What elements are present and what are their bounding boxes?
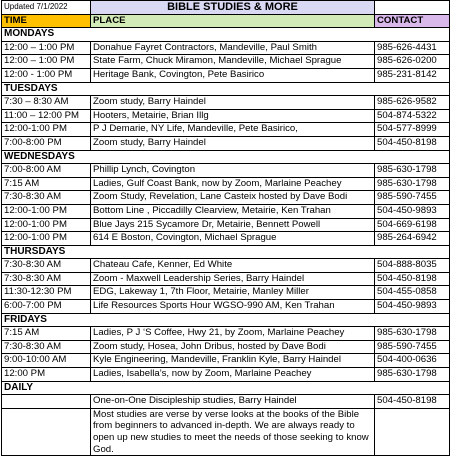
note-row bbox=[2, 408, 450, 455]
table-row bbox=[2, 41, 450, 55]
place-cell: 614 E Boston, Covington, Michael Sprague bbox=[91, 232, 375, 246]
day-header-row bbox=[2, 28, 450, 42]
table-row bbox=[2, 368, 450, 382]
table-row bbox=[2, 395, 450, 409]
note-blank bbox=[375, 408, 450, 455]
day-name: FRIDAYS bbox=[2, 313, 450, 327]
day-header-row bbox=[2, 82, 450, 96]
table-row bbox=[2, 177, 450, 191]
table-row bbox=[2, 218, 450, 232]
time-cell: 9:00-10:00 AM bbox=[2, 354, 91, 368]
time-cell: 7:15 AM bbox=[2, 177, 91, 191]
contact-cell: 504-450-9893 bbox=[375, 300, 450, 314]
time-header: TIME bbox=[2, 14, 91, 28]
place-cell: Kyle Engineering, Mandeville, Franklin Kyle, Barry Haindel bbox=[91, 354, 375, 368]
table-row bbox=[2, 259, 450, 273]
contact-cell: 985-630-1798 bbox=[375, 327, 450, 341]
contact-cell: 985-626-9582 bbox=[375, 96, 450, 110]
time-cell: 7:30-8:30 AM bbox=[2, 272, 91, 286]
title-blank bbox=[375, 1, 450, 15]
place-header: PLACE bbox=[91, 14, 375, 28]
contact-cell: 504-669-6198 bbox=[375, 218, 450, 232]
schedule-table bbox=[1, 0, 450, 456]
table-row bbox=[2, 68, 450, 82]
contact-cell: 985-590-7455 bbox=[375, 191, 450, 205]
place-cell: Bottom Line , Piccadilly Clearview, Metairie, Ken Trahan bbox=[91, 204, 375, 218]
time-cell: 7:30-8:30 AM bbox=[2, 191, 91, 205]
day-name: DAILY bbox=[2, 381, 450, 395]
place-cell: Blue Jays 215 Sycamore Dr, Metairie, Bennett Powell bbox=[91, 218, 375, 232]
table-row bbox=[2, 300, 450, 314]
place-cell: State Farm, Chuck Miramon, Mandeville, Michael Sprague bbox=[91, 55, 375, 69]
contact-cell: 504-450-8198 bbox=[375, 272, 450, 286]
contact-cell: 504-455-0858 bbox=[375, 286, 450, 300]
page-title: BIBLE STUDIES & MORE bbox=[91, 1, 375, 15]
day-name: TUESDAYS bbox=[2, 82, 450, 96]
contact-cell: 504-450-8198 bbox=[375, 136, 450, 150]
time-cell: 7:30 – 8:30 AM bbox=[2, 96, 91, 110]
time-cell: 12:00-1:00 PM bbox=[2, 204, 91, 218]
place-cell: Ladies, Gulf Coast Bank, now by Zoom, Marlaine Peachey bbox=[91, 177, 375, 191]
day-header-row bbox=[2, 245, 450, 259]
table-row bbox=[2, 191, 450, 205]
table-row bbox=[2, 232, 450, 246]
time-cell: 6:00-7:00 PM bbox=[2, 300, 91, 314]
contact-cell: 985-626-0200 bbox=[375, 55, 450, 69]
updated-date: Updated 7/1/2022 bbox=[2, 1, 91, 15]
contact-cell: 985-264-6942 bbox=[375, 232, 450, 246]
day-header-row bbox=[2, 313, 450, 327]
place-cell: Phillip Lynch, Covington bbox=[91, 164, 375, 178]
table-row bbox=[2, 354, 450, 368]
table-row bbox=[2, 340, 450, 354]
day-name: WEDNESDAYS bbox=[2, 150, 450, 164]
header-row bbox=[2, 14, 450, 28]
place-cell: Chateau Cafe, Kenner, Ed White bbox=[91, 259, 375, 273]
contact-cell: 504-577-8999 bbox=[375, 123, 450, 137]
note-blank bbox=[2, 408, 91, 455]
place-cell: Ladies, Isabella’s, now by Zoom, Marlaine Peachey bbox=[91, 368, 375, 382]
contact-cell: 504-400-0636 bbox=[375, 354, 450, 368]
place-cell: Donahue Fayret Contractors, Mandeville, Paul Smith bbox=[91, 41, 375, 55]
day-header-row bbox=[2, 381, 450, 395]
time-cell: 12:00 – 1:00 PM bbox=[2, 55, 91, 69]
contact-cell: 985-590-7455 bbox=[375, 340, 450, 354]
table-row bbox=[2, 164, 450, 178]
time-cell: 12:00 - 1:00 PM bbox=[2, 68, 91, 82]
contact-cell: 985-630-1798 bbox=[375, 177, 450, 191]
place-cell: One-on-One Discipleship studies, Barry Haindel bbox=[91, 395, 375, 409]
place-cell: Zoom study, Barry Haindel bbox=[91, 96, 375, 110]
place-cell: Ladies, P J ‘S Coffee, Hwy 21, by Zoom, Marlaine Peachey bbox=[91, 327, 375, 341]
place-cell: Zoom study, Hosea, John Dribus, hosted by Dave Bodi bbox=[91, 340, 375, 354]
contact-cell: 504-874-5322 bbox=[375, 109, 450, 123]
table-row bbox=[2, 327, 450, 341]
time-cell: 7:30-8:30 AM bbox=[2, 340, 91, 354]
time-cell: 12:00-1:00 PM bbox=[2, 123, 91, 137]
time-cell: 12:00-1:00 PM bbox=[2, 218, 91, 232]
table-row bbox=[2, 96, 450, 110]
time-cell: 7:15 AM bbox=[2, 327, 91, 341]
contact-cell: 504-888-8035 bbox=[375, 259, 450, 273]
table-row bbox=[2, 136, 450, 150]
day-name: THURSDAYS bbox=[2, 245, 450, 259]
contact-cell: 985-231-8142 bbox=[375, 68, 450, 82]
table-row bbox=[2, 55, 450, 69]
contact-cell: 985-630-1798 bbox=[375, 368, 450, 382]
table-row bbox=[2, 204, 450, 218]
contact-cell: 504-450-9893 bbox=[375, 204, 450, 218]
day-header-row bbox=[2, 150, 450, 164]
time-cell: 7:00-8:00 PM bbox=[2, 136, 91, 150]
time-cell bbox=[2, 395, 91, 409]
time-cell: 12:00 PM bbox=[2, 368, 91, 382]
contact-cell: 504-450-8198 bbox=[375, 395, 450, 409]
place-cell: Heritage Bank, Covington, Pete Basirico bbox=[91, 68, 375, 82]
day-name: MONDAYS bbox=[2, 28, 450, 42]
place-cell: Zoom study, Barry Haindel bbox=[91, 136, 375, 150]
contact-cell: 985-626-4431 bbox=[375, 41, 450, 55]
contact-header: CONTACT bbox=[375, 14, 450, 28]
contact-cell: 985-630-1798 bbox=[375, 164, 450, 178]
table-row bbox=[2, 109, 450, 123]
place-cell: P J Demarie, NY Life, Mandeville, Pete Basirico, bbox=[91, 123, 375, 137]
time-cell: 12:00-1:00 PM bbox=[2, 232, 91, 246]
time-cell: 7:30-8:30 AM bbox=[2, 259, 91, 273]
place-cell: Life Resources Sports Hour WGSO-990 AM, Ken Trahan bbox=[91, 300, 375, 314]
place-cell: Zoom - Maxwell Leadership Series, Barry Haindel bbox=[91, 272, 375, 286]
table-row bbox=[2, 286, 450, 300]
place-cell: Hooters, Metairie, Brian Illg bbox=[91, 109, 375, 123]
title-row bbox=[2, 1, 450, 15]
table-row bbox=[2, 272, 450, 286]
time-cell: 12:00 – 1:00 PM bbox=[2, 41, 91, 55]
note-text: Most studies are verse by verse looks at the books of the Bible from beginners to advanced in-depth. We are always ready to open up new studies to meet the needs of those seeking to know God. bbox=[91, 408, 375, 455]
place-cell: Zoom Study, Revelation, Lane Casteix hosted by Dave Bodi bbox=[91, 191, 375, 205]
time-cell: 11:00 – 12:00 PM bbox=[2, 109, 91, 123]
table-row bbox=[2, 123, 450, 137]
time-cell: 7:00-8:00 AM bbox=[2, 164, 91, 178]
time-cell: 11:30-12:30 PM bbox=[2, 286, 91, 300]
place-cell: EDG, Lakeway 1, 7th Floor, Metairie, Manley Miller bbox=[91, 286, 375, 300]
